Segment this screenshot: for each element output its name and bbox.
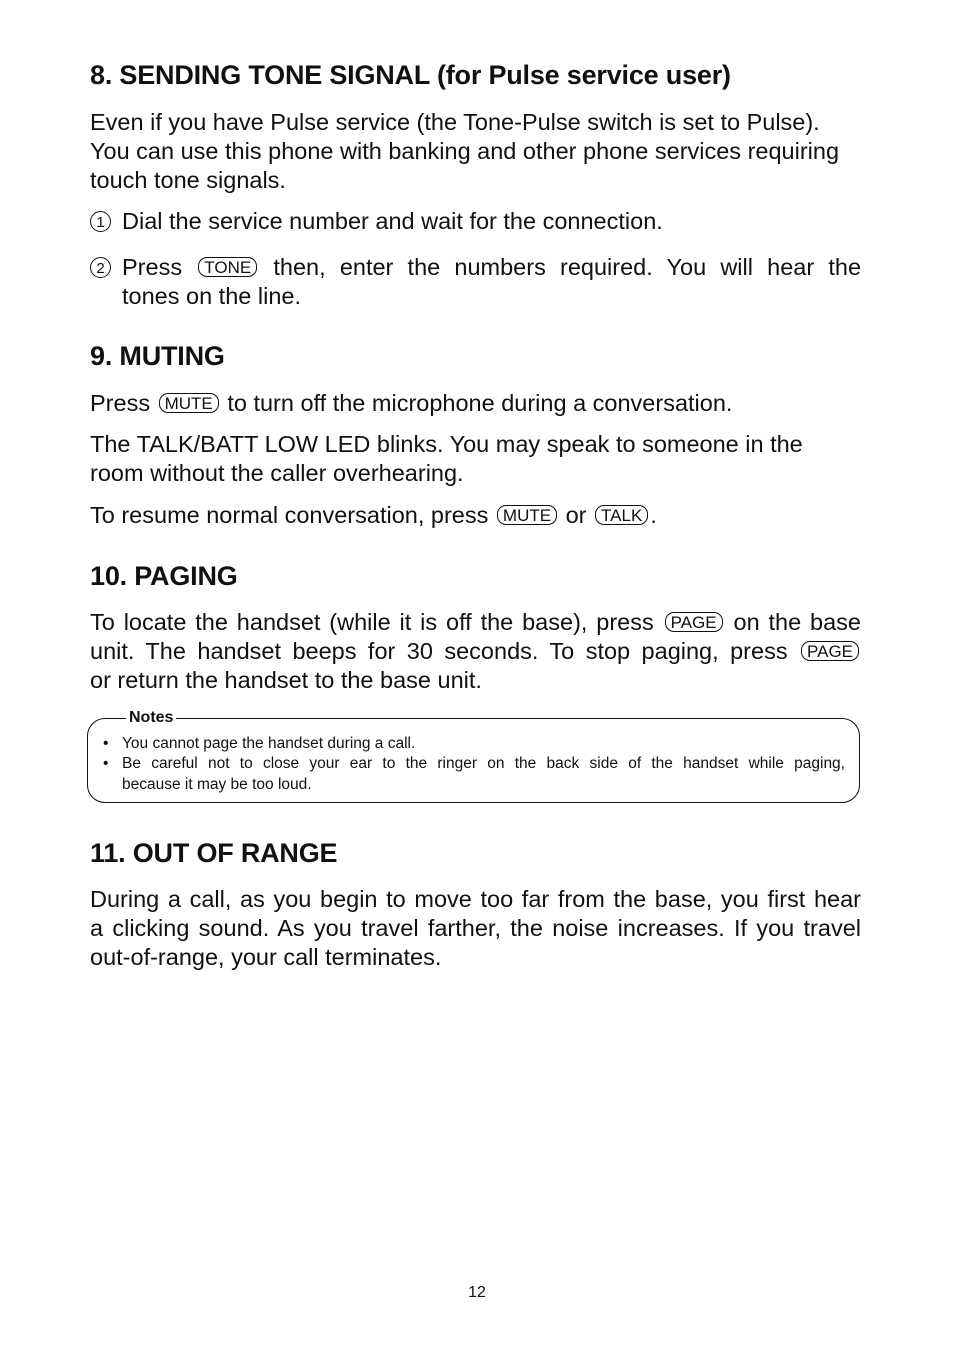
mute-key: MUTE: [159, 393, 219, 413]
talk-key: TALK: [595, 505, 648, 525]
text-segment: Press: [90, 390, 151, 416]
tone-intro-line: Even if you have Pulse service (the Tone-Pulse switch is set to Pulse).: [90, 109, 820, 135]
section-heading-range: 11. OUT OF RANGE: [90, 838, 338, 868]
tone-intro-line: touch tone signals.: [90, 167, 286, 193]
section-heading-paging: 10. PAGING: [90, 561, 238, 591]
paging-line: or return the handset to the base unit.: [90, 667, 482, 693]
note-text: Be careful not to close your ear to the ringer on the back side of the handset while paging,: [122, 755, 845, 772]
text-segment: To resume normal conversation, press: [90, 502, 489, 528]
step-text: Dial the service number and wait for the connection.: [122, 208, 663, 234]
paging-paragraph: [90, 608, 861, 695]
step-text-segment: then, enter the numbers required. You will hear the: [273, 254, 862, 280]
tone-intro: [90, 108, 861, 195]
notes-box: [87, 709, 860, 803]
tone-key: TONE: [198, 257, 257, 277]
text-segment: unit. The handset beeps for 30 seconds. To stop paging, press: [90, 638, 788, 664]
text-segment: to turn off the microphone during a conversation.: [227, 390, 733, 416]
section-heading-tone: 8. SENDING TONE SIGNAL (for Pulse service user): [90, 60, 731, 90]
step-number-circle: 1: [90, 211, 111, 232]
range-line: a clicking sound. As you travel farther, the noise increases. If you travel: [90, 915, 861, 941]
text-segment: .: [650, 502, 657, 528]
note-text: because it may be too loud.: [122, 776, 312, 793]
muting-p2: [90, 430, 861, 488]
range-line: out-of-range, your call terminates.: [90, 944, 442, 970]
section-heading-muting: 9. MUTING: [90, 341, 225, 371]
muting-p3-line: [90, 501, 861, 530]
step-text-segment: Press: [122, 254, 183, 280]
mute-key: MUTE: [497, 505, 557, 525]
bullet-icon: •: [103, 735, 109, 752]
range-line: During a call, as you begin to move too far from the base, you first hear: [90, 886, 861, 912]
text-segment: To locate the handset (while it is off the base), press: [90, 609, 654, 635]
page-key: PAGE: [801, 641, 859, 661]
tone-intro-line: You can use this phone with banking and other phone services requiring: [90, 138, 840, 164]
paging-line: [90, 608, 861, 637]
step-number-circle: 2: [90, 257, 111, 278]
paging-line: [90, 637, 861, 666]
muting-p3: [90, 501, 861, 530]
text-segment: or: [565, 502, 587, 528]
range-paragraph: [90, 885, 861, 972]
note-text: You cannot page the handset during a call.: [122, 735, 416, 752]
page-number: 12: [468, 1284, 486, 1301]
muting-p1-line: [90, 389, 861, 418]
muting-p2-line: The TALK/BATT LOW LED blinks. You may speak to someone in the: [90, 431, 803, 457]
text-segment: on the base: [733, 609, 862, 635]
bullet-icon: •: [103, 755, 109, 772]
step-text-line: tones on the line.: [122, 283, 301, 309]
page-key: PAGE: [665, 612, 723, 632]
muting-p1: [90, 389, 861, 418]
muting-p2-line: room without the caller overhearing.: [90, 460, 464, 486]
step-text: [122, 253, 861, 311]
step-text-line: [122, 253, 861, 282]
notes-label: Notes: [126, 708, 176, 728]
